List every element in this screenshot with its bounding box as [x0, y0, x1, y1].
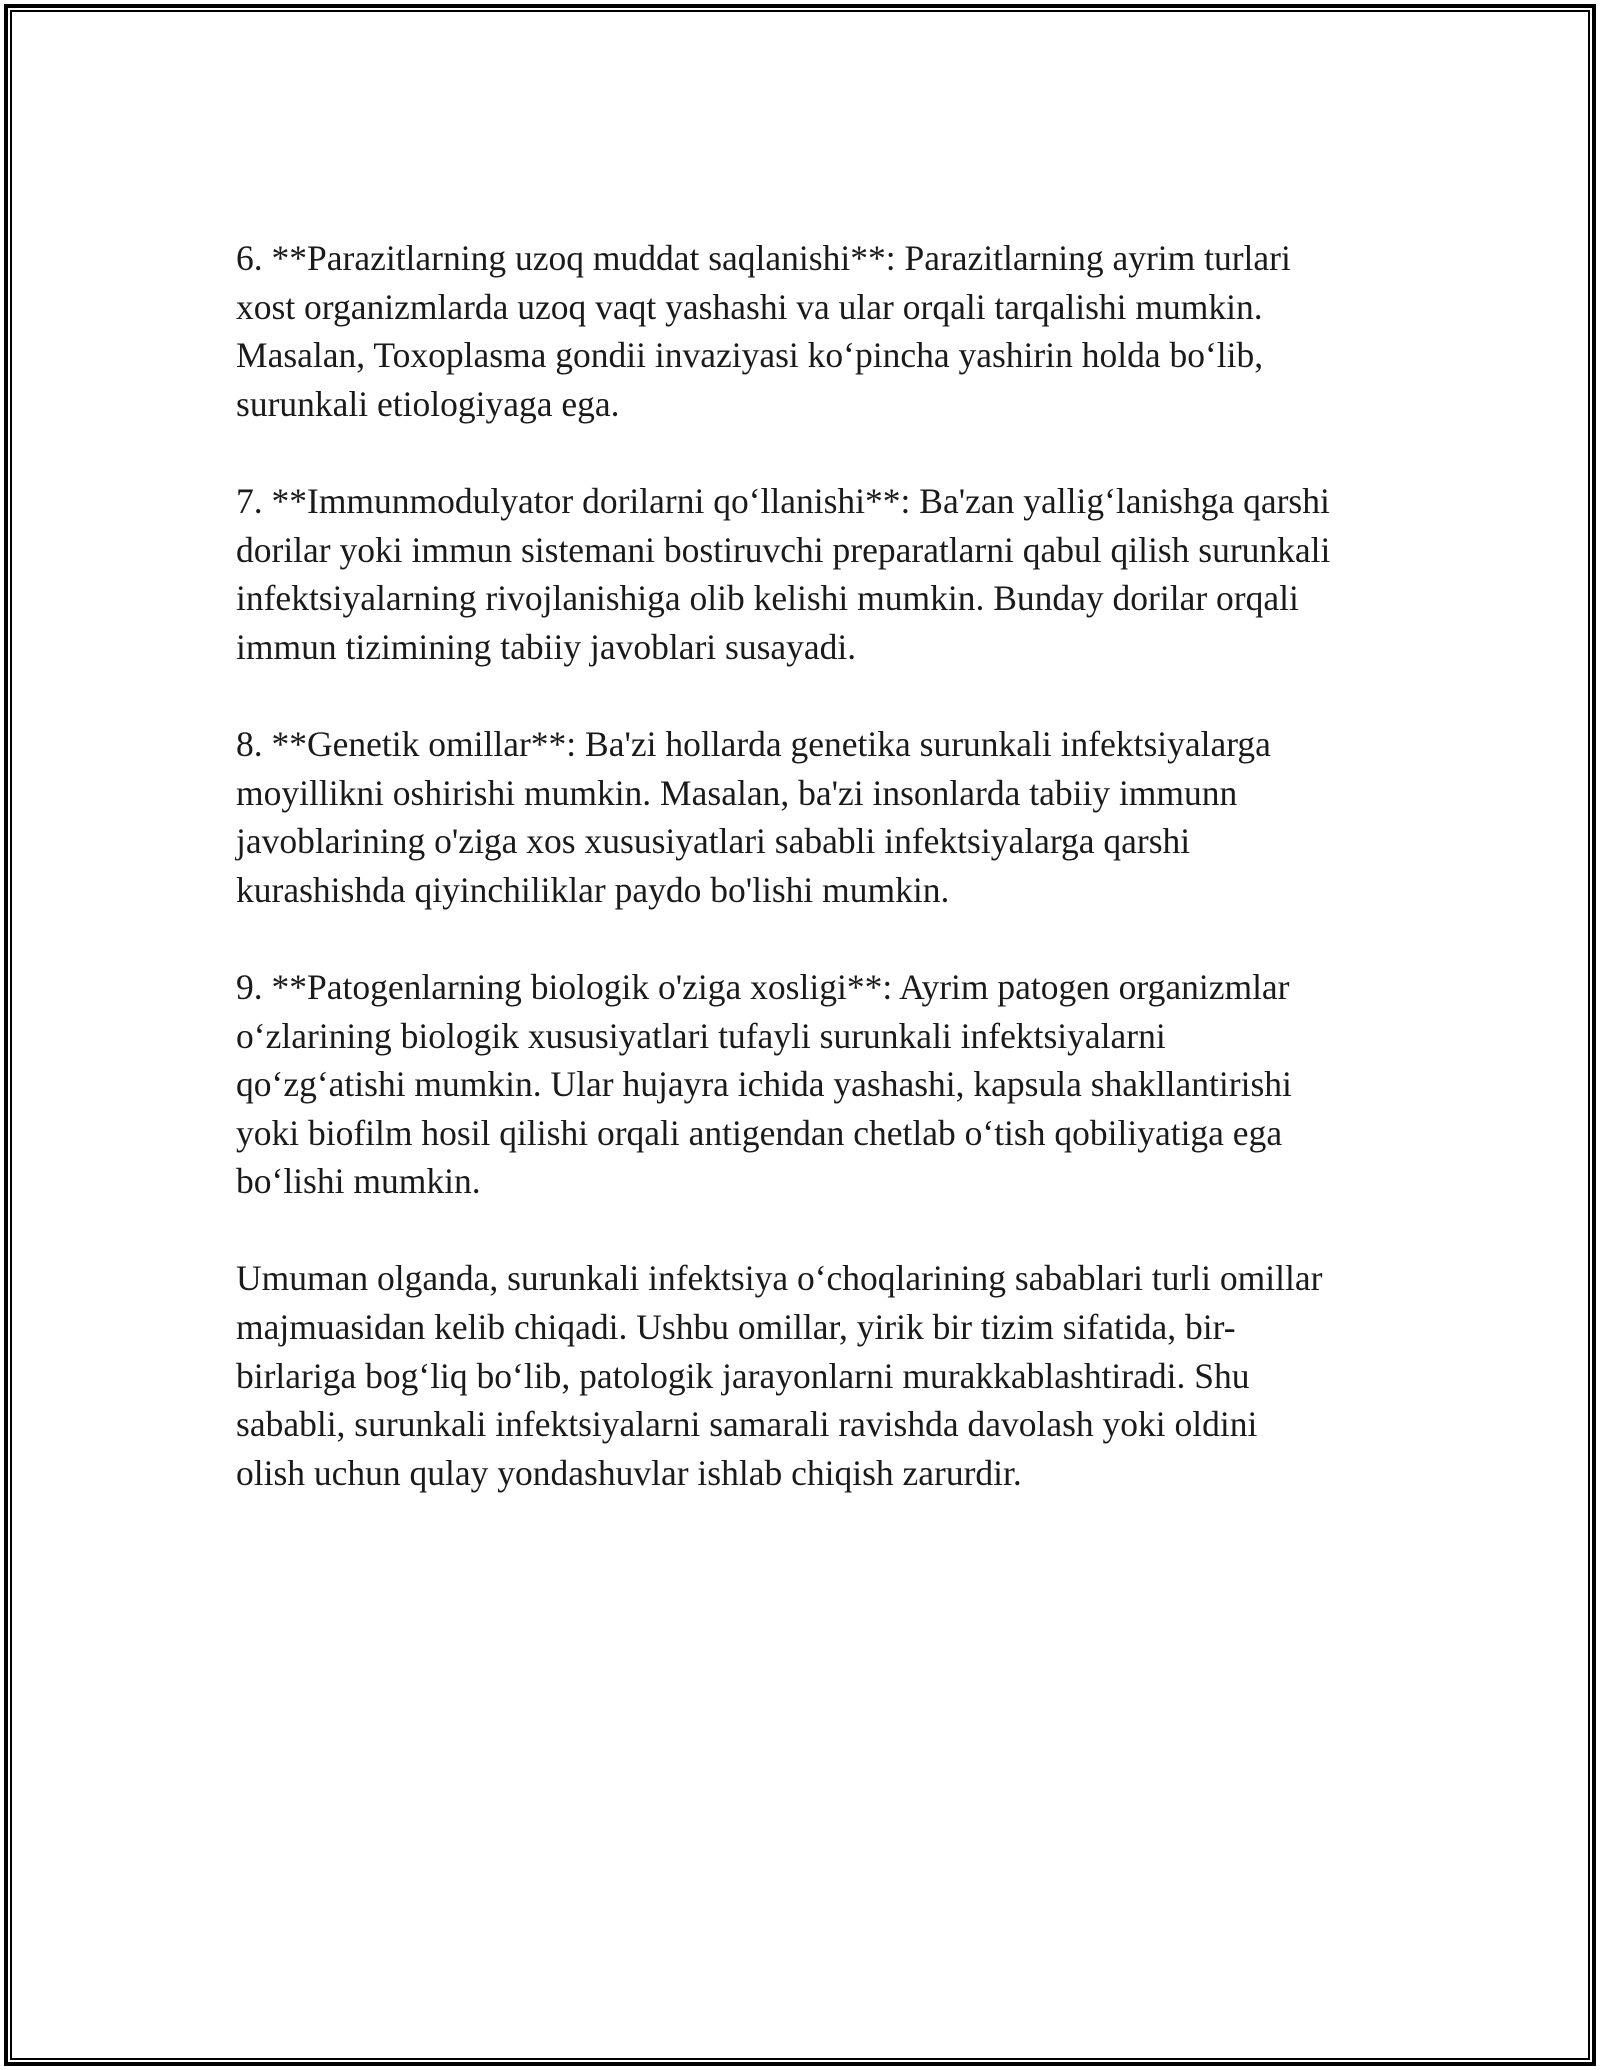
paragraph-item-7: 7. **Immunmodulyator dorilarni qo‘llanishi**: Ba'zan yallig‘lanishga qarshi dorilar yoki immun sistemani bostiruvchi preparatlarni qabul qilish surunkali infektsiyalarning rivojlanishiga olib kelishi mumkin. Bunday dorilar orqali immun tizimining tabiiy javoblari susayadi.: [236, 480, 1331, 667]
paragraph-item-8: 8. **Genetik omillar**: Ba'zi hollarda genetika surunkali infektsiyalarga moyillikni oshirishi mumkin. Masalan, ba'zi insonlarda tabiiy immunn javoblarining o'ziga xos xususiyatlari sababli infektsiyalarga qarshi kurashishda qiyinchiliklar paydo bo'lishi mumkin.: [236, 723, 1271, 910]
paragraph-item-9: 9. **Patogenlarning biologik o'ziga xosligi**: Ayrim patogen organizmlar o‘zlarining biologik xususiyatlari tufayli surunkali infektsiyalarni qo‘zg‘atishi mumkin. Ular hujayra ichida yashashi, kapsula shakllantirishi yoki biofilm hosil qilishi orqali antigendan chetlab o‘tish qobiliyatiga ega bo‘lishi mumkin.: [236, 966, 1292, 1202]
document-body: [236, 234, 1386, 1546]
paragraph-conclusion: Umuman olganda, surunkali infektsiya o‘choqlarining sabablari turli omillar majmuasidan kelib chiqadi. Ushbu omillar, yirik bir tizim sifatida, bir- birlariga bog‘liq bo‘lib, patologik jarayonlarni murakkablashtiradi. Shu sababli, surunkali infektsiyalarni samarali ravishda davolash yoki oldini olish uchun qulay yondashuvlar ishlab chiqish zarurdir.: [236, 1258, 1323, 1493]
paragraph-item-6: 6. **Parazitlarning uzoq muddat saqlanishi**: Parazitlarning ayrim turlari xost organizmlarda uzoq vaqt yashashi va ular orqali tarqalishi mumkin. Masalan, Toxoplasma gondii invaziyasi ko‘pincha yashirin holda bo‘lib, surunkali etiologiyaga ega.: [236, 238, 1291, 424]
